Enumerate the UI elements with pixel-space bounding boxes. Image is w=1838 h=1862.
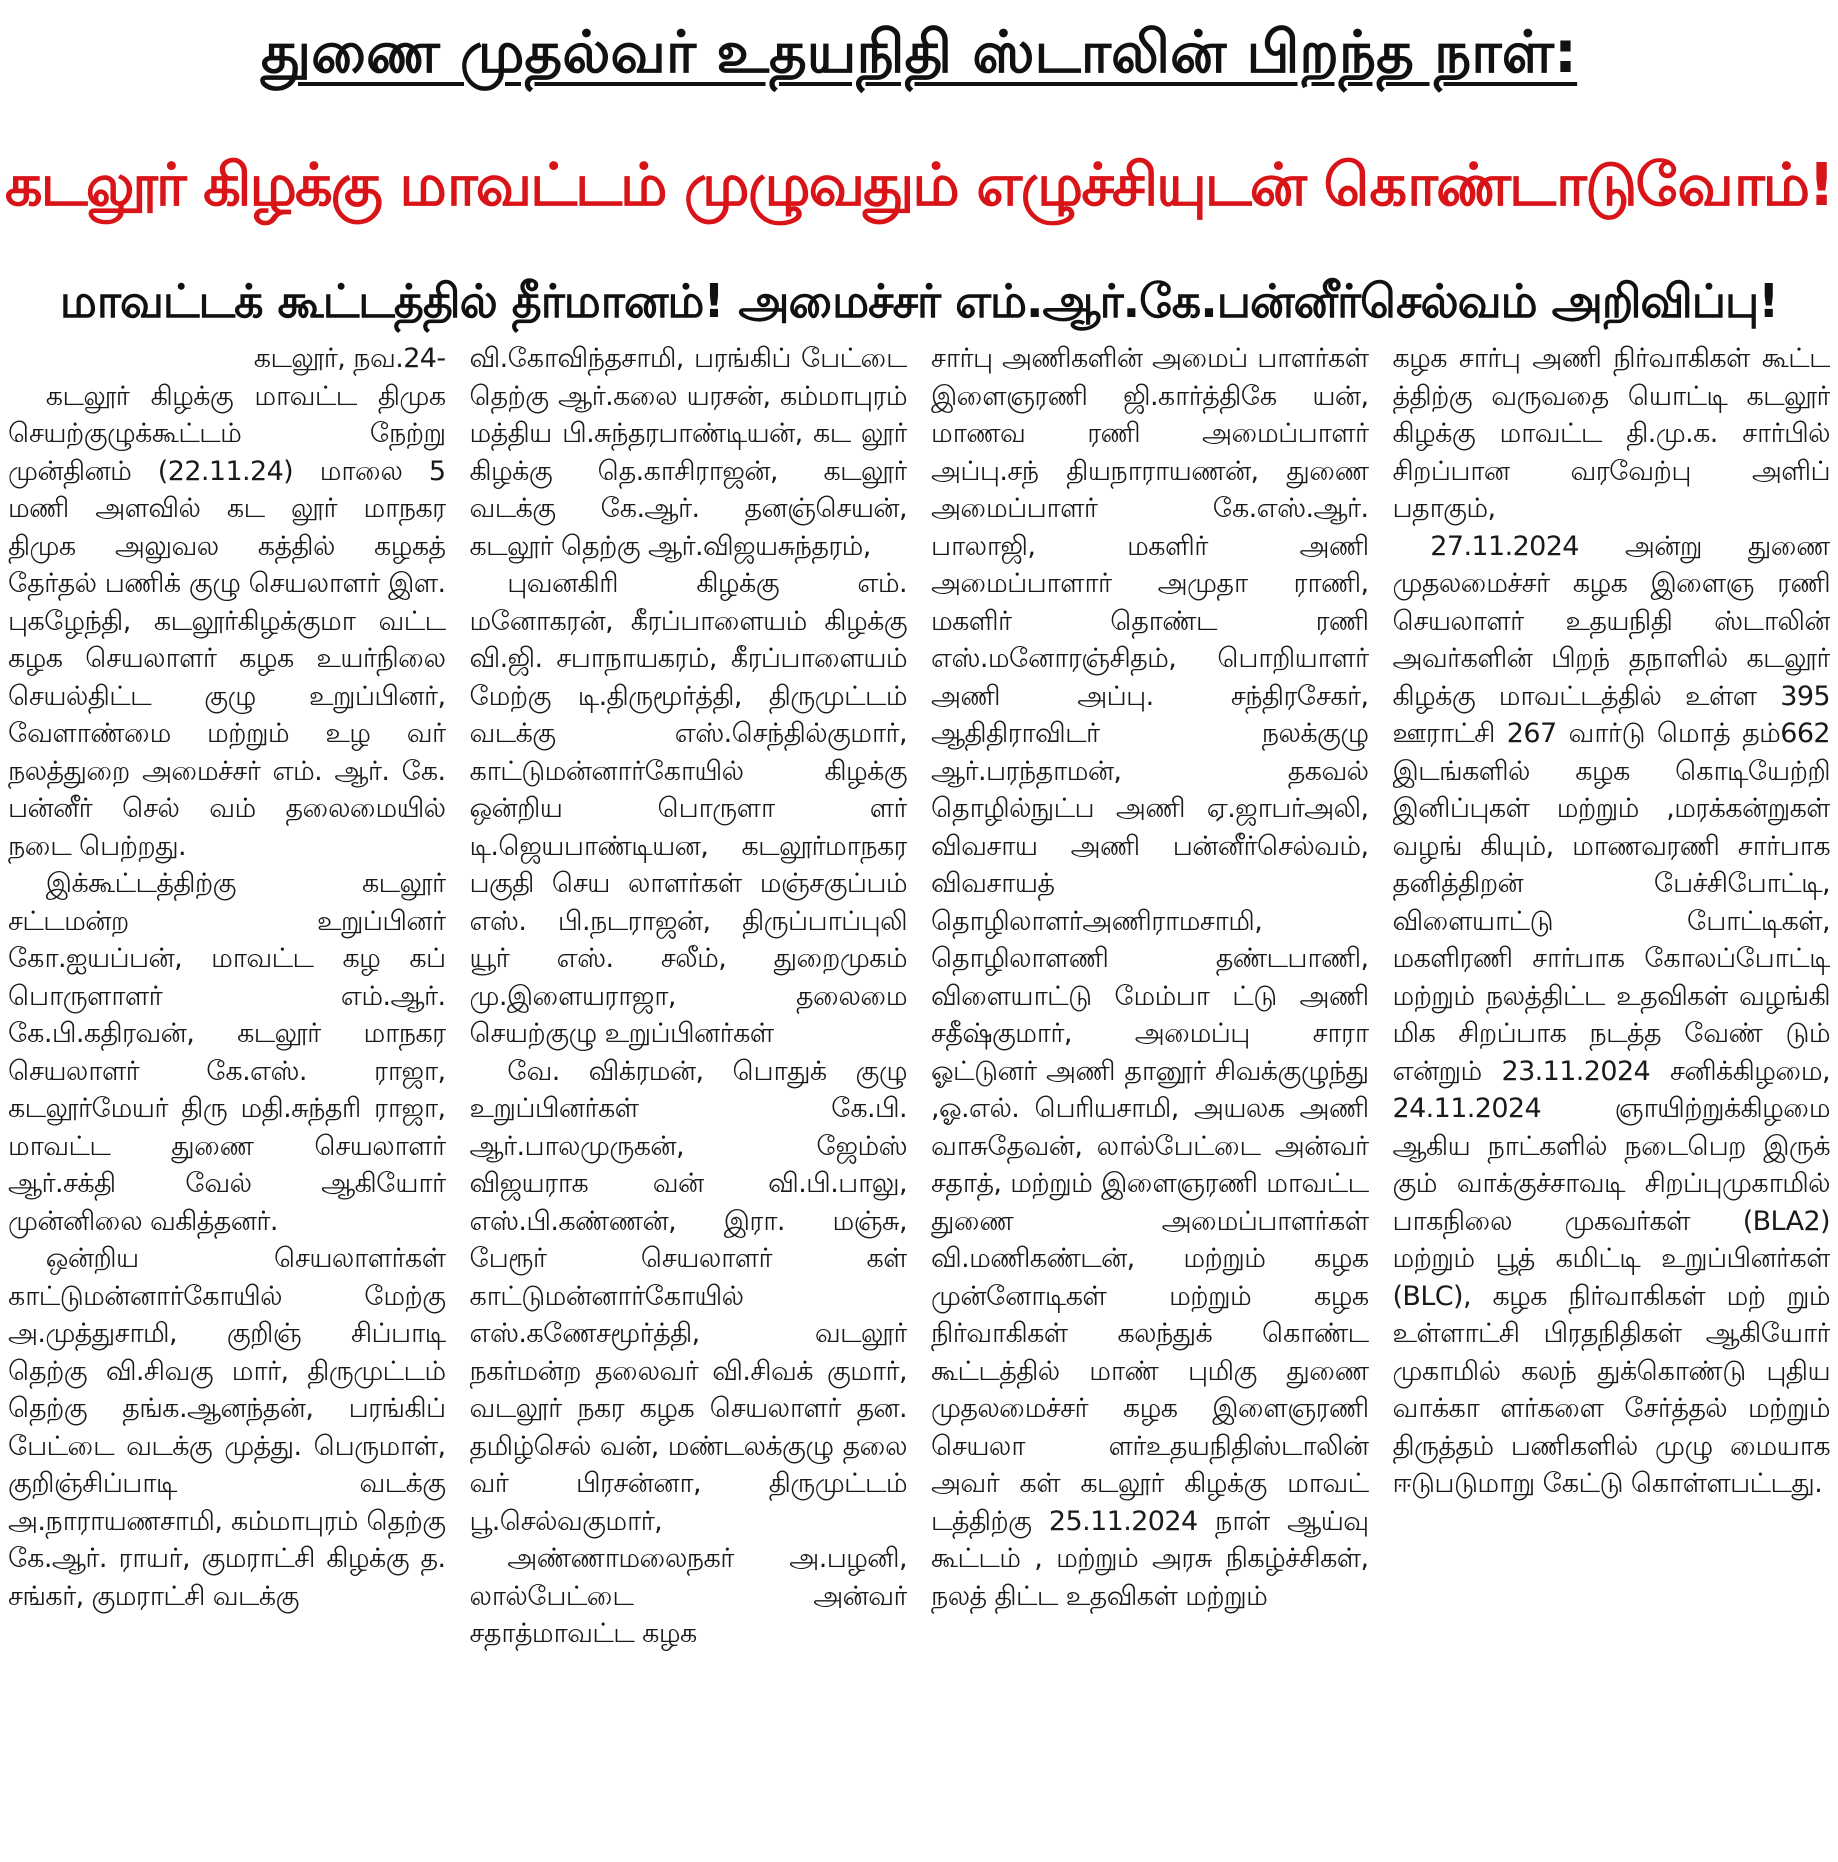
paragraph: வே. விக்ரமன், பொதுக் குழு உறுப்பினர்கள் கே.பி. ஆர்.பாலமுருகன், ஜேம்ஸ் விஜயராக வன் வி.பி.பாலு, எஸ்.பி.கண்ணன், இரா. மஞ்சு, பேரூர் செயலாளர் கள் காட்டுமன்னார்கோயில் எஸ்.கணேசமூர்த்தி, வடலூர் நகர்மன்ற தலைவர் வி.சிவக் குமார், வடலூர் நகர கழக செயலாளர் தன. தமிழ்செல் வன், மண்டலக்குழு தலை வர் பிரசன்னா, திருமுட்டம் பூ.செல்வகுமார், <box>469 1055 907 1537</box>
sub-headline: மாவட்டக் கூட்டத்தில் தீர்மானம்! அமைச்சர் எம்.ஆர்.கே.பன்னீர்செல்வம் அறிவிப்பு! <box>59 274 1779 328</box>
main-headline: கடலூர் கிழக்கு மாவட்டம் முழுவதும் எழுச்சியுடன் கொண்டாடுவோம்! <box>4 150 1834 219</box>
paragraph: வி.கோவிந்தசாமி, பரங்கிப் பேட்டை தெற்கு ஆர்.கலை யரசன், கம்மாபுரம் மத்திய பி.சுந்தரபாண்டியன், கட லூர் கிழக்கு தெ.காசிராஜன், கடலூர் வடக்கு கே.ஆர். தனஞ்செயன், கடலூர் தெற்கு ஆர்.விஜயசுந்தரம், <box>469 343 907 562</box>
paragraph: அண்ணாமலைநகர் அ.பழனி, லால்பேட்டை அன்வர் சதாத்மாவட்ட கழக <box>469 1543 907 1649</box>
paragraph: 27.11.2024 அன்று துணை முதலமைச்சர் கழக இளைஞ ரணி செயலாளர் உதயநிதி ஸ்டாலின் அவர்களின் பிறந் தநாளில் கடலூர் கிழக்கு மாவட்டத்தில் உள்ள 395 ஊராட்சி 267 வார்டு மொத் தம்662 இடங்களில் கழக கொடியேற்றி இனிப்புகள் மற்றும் ,மரக்கன்றுகள் வழங் கியும், மாணவரணி சார்பாக தனித்திறன் பேச்சிபோட்டி, விளையாட்டு போட்டிகள், மகளிரணி சார்பாக கோலப்போட்டி மற்றும் நலத்திட்ட உதவிகள் வழங்கி மிக சிறப்பாக நடத்த வேண் டும் என்றும் 23.11.2024 சனிக்கிழமை, 24.11.2024 ஞாயிற்றுக்கிழமை ஆகிய நாட்களில் நடைபெற இருக் கும் வாக்குச்சாவடி சிறப்புமுகாமில் பாகநிலை முகவர்கள் (BLA2) மற்றும் பூத் கமிட்டி உறுப்பினர்கள் (BLC), கழக நிர்வாகிகள் மற் றும் உள்ளாட்சி பிரதநிதிகள் ஆகியோர் முகாமில் கலந் துக்கொண்டு புதிய வாக்கா ளர்களை சேர்த்தல் மற்றும் திருத்தம் பணிகளில் முழு மையாக ஈடுபடுமாறு கேட்டு கொள்ளபட்டது. <box>1392 530 1830 1499</box>
column-1 <box>8 340 446 1855</box>
column-3 <box>931 340 1369 1855</box>
paragraph: புவனகிரி கிழக்கு எம். மனோகரன், கீரப்பாளையம் கிழக்கு வி.ஜி. சபாநாயகரம், கீரப்பாளையம் மேற்கு டி.திருமூர்த்தி, திருமுட்டம் வடக்கு எஸ்.செந்தில்குமார், காட்டுமன்னார்கோயில் கிழக்கு ஒன்றிய பொருளா ளர் டி.ஜெயபாண்டியன, கடலூர்மாநகர பகுதி செய லாளர்கள் மஞ்சகுப்பம் எஸ். பி.நடராஜன், திருப்பாப்புலி யூர் எஸ். சலீம், துறைமுகம் மு.இளையராஜா, தலைமை செயற்குழு உறுப்பினர்கள் <box>469 568 907 1049</box>
kicker-heading: துணை முதல்வர் உதயநிதி ஸ்டாலின் பிறந்த நாள்: <box>260 18 1578 86</box>
dateline: கடலூர், நவ.24- <box>253 343 446 374</box>
paragraph: கழக சார்பு அணி நிர்வாகிகள் கூட்ட த்திற்கு வருவதை யொட்டி கடலூர் கிழக்கு மாவட்ட தி.மு.க. சார்பில் சிறப்பான வரவேற்பு அளிப் பதாகும், <box>1392 343 1830 524</box>
paragraph: ஒன்றிய செயலாளர்கள் காட்டுமன்னார்கோயில் மேற்கு அ.முத்துசாமி, குறிஞ் சிப்பாடி தெற்கு வி.சிவகு மார், திருமுட்டம் தெற்கு தங்க.ஆனந்தன், பரங்கிப் பேட்டை வடக்கு முத்து. பெருமாள், குறிஞ்சிப்பாடி வடக்கு அ.நாராயணசாமி, கம்மாபுரம் தெற்கு கே.ஆர். ராயர், குமராட்சி கிழக்கு த. சங்கர், குமராட்சி வடக்கு <box>8 1243 446 1612</box>
paragraph: கடலூர் கிழக்கு மாவட்ட திமுக செயற்குழுக்கூட்டம் நேற்று முன்தினம் (22.11.24) மாலை 5 மணி அளவில் கட லூர் மாநகர திமுக அலுவல கத்தில் கழகத் தேர்தல் பணிக் குழு செயலாளர் இள. புகழேந்தி, கடலூர்கிழக்குமா வட்ட கழக செயலாளர் கழக உயர்நிலை செயல்திட்ட குழு உறுப்பினர், வேளாண்மை மற்றும் உழ வர் நலத்துறை அமைச்சர் எம். ஆர். கே. பன்னீர் செல் வம் தலைமையில் நடை பெற்றது. <box>8 380 446 862</box>
article-body <box>8 340 1830 1855</box>
paragraph: இக்கூட்டத்திற்கு கடலூர் சட்டமன்ற உறுப்பினர் கோ.ஐயப்பன், மாவட்ட கழ கப் பொருளாளர் எம்.ஆர். கே.பி.கதிரவன், கடலூர் மாநகர செயலாளர் கே.எஸ். ராஜா, கடலூர்மேயர் திரு மதி.சுந்தரி ராஜா, மாவட்ட துணை செயலாளர் ஆர்.சக்தி வேல் ஆகியோர் முன்னிலை வகித்தனர். <box>8 868 446 1237</box>
column-2 <box>470 340 908 1855</box>
column-4 <box>1393 340 1831 1855</box>
paragraph: சார்பு அணிகளின் அமைப் பாளர்கள் இளைஞரணி ஜி.கார்த்திகே யன், மாணவ ரணி அமைப்பாளர் அப்பு.சந் தியநாராயணன், துணை அமைப்பாளர் கே.எஸ்.ஆர். பாலாஜி, மகளிர் அணி அமைப்பாளார் அமுதா ராணி, மகளிர் தொண்ட ரணி எஸ்.மனோரஞ்சிதம், பொறியாளர் அணி அப்பு. சந்திரசேகர், ஆதிதிராவிடர் நலக்குழு ஆர்.பரந்தாமன், தகவல் தொழில்நுட்ப அணி ஏ.ஜாபர்அலி, விவசாய அணி பன்னீர்செல்வம், விவசாயத் தொழிலாளர்அணிராமசாமி, தொழிலாளணி தண்டபாணி, விளையாட்டு மேம்பா ட்டு அணி சதீஷ்குமார், அமைப்பு சாரா ஓட்டுனர் அணி தானூர் சிவக்குழுந்து ,ஓ.எல். பெரியசாமி, அயலக அணி வாசுதேவன், லால்பேட்டை அன்வர் சதாத், மற்றும் இளைஞரணி மாவட்ட துணை அமைப்பாளர்கள் வி.மணிகண்டன், மற்றும் கழக முன்னோடிகள் மற்றும் கழக நிர்வாகிகள் கலந்துக் கொண்ட கூட்டத்தில் மாண் புமிகு துணை முதலமைச்சர் கழக இளைஞரணி செயலா ளர்உதயநிதிஸ்டாலின் அவர் கள் கடலூர் கிழக்கு மாவட் டத்திற்கு 25.11.2024 நாள் ஆய்வு கூட்டம் , மற்றும் அரசு நிகழ்ச்சிகள், நலத் திட்ட உதவிகள் மற்றும் <box>931 343 1369 1612</box>
